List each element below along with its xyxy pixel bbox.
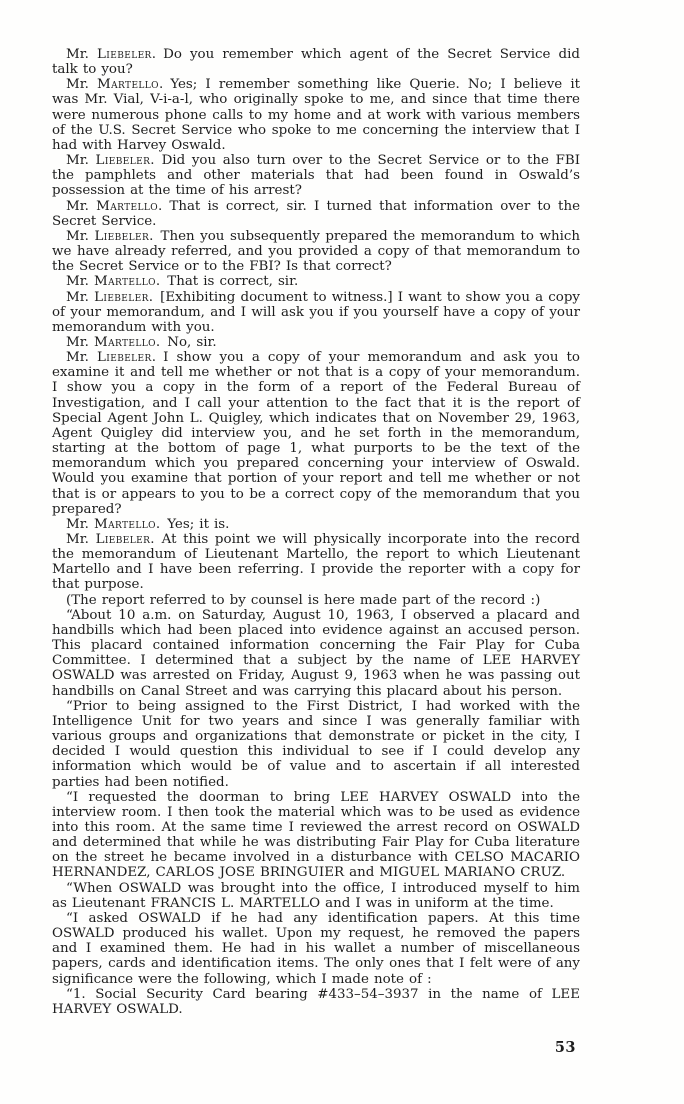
page-number: 53: [554, 1039, 576, 1056]
dialogue-paragraph: Mr. Martello. Yes; it is.: [66, 516, 230, 532]
speaker-prefix: Mr.: [66, 274, 94, 290]
speaker-prefix: Mr.: [66, 228, 95, 244]
report-paragraph: “Prior to being assigned to the First District, I had worked with the Intelligence Unit for two years and since I was generally familiar with various groups and organizations that demonstrate or picket in the city, I decided I would question this individual to see if I could develop any information which would be of value and to ascertain if all interested parties had been notified.: [52, 698, 580, 790]
speaker-name: Liebeler.: [95, 532, 155, 547]
speaker-prefix: Mr.: [66, 516, 94, 532]
speaker-prefix: Mr.: [66, 198, 97, 214]
speaker-name: Martello.: [93, 274, 161, 290]
dialogue-paragraph: Mr. Martello. No, sir.: [66, 334, 217, 350]
speaker-name: Martello.: [97, 77, 164, 93]
dialogue-paragraph: Mr. Liebeler. [Exhibiting document to witness.] I want to show you a copy of your memorandum, and I will ask you if you yourself have a copy of your memorandum with you.: [52, 289, 580, 335]
speaker-name: Martello.: [93, 516, 161, 532]
speaker-name: Liebeler.: [95, 153, 155, 169]
dialogue-paragraph: Mr. Liebeler. I show you a copy of your memorandum and ask you to examine it and tell me whether or not that is a copy of your memorandum. I show you a copy in the form of a report of the Federal Bureau of Investigation, and I call your attention to the fact that it is the report of Special Agent John L. Quigley, which indicates that on November 29, 1963, Agent Quigley did interview you, and he set forth in the memorandum, starting at the bottom of page 1, what purports to be the text of the memorandum which you prepared concerning your interview of Oswald. Would you examine that portion of your report and tell me whether or not that is or appears to you to be a correct copy of the memorandum that you prepared?: [52, 350, 580, 517]
speaker-name: Martello.: [96, 198, 163, 214]
speaker-prefix: Mr.: [66, 47, 97, 62]
report-paragraph: “When OSWALD was brought into the office, I introduced myself to him as Lieutenant FRANCIS L. MARTELLO and I was in uniform at the time.: [52, 880, 580, 911]
dialogue-paragraph: Mr. Liebeler. Do you remember which agent of the Secret Service did talk to you?: [52, 47, 580, 78]
speaker-name: Martello.: [93, 334, 161, 350]
speaker-name: Liebeler.: [94, 289, 154, 305]
report-paragraph: “About 10 a.m. on Saturday, August 10, 1963, I observed a placard and handbills which had been placed into evidence against an accused person. This placard contained information concerning the Fair Play for Cuba Committee. I determined that a subject by the name of LEE HARVEY OSWALD was arrested on Friday, August 9, 1963 when he was passing out handbills on Canal Street and was carrying this placard about his person.: [52, 607, 580, 699]
report-paragraph: (The report referred to by counsel is here made part of the record :): [66, 592, 541, 608]
report-paragraph: “I requested the doorman to bring LEE HARVEY OSWALD into the interview room. I then took the material which was to be used as evidence into this room. At the same time I reviewed the arrest record on OSWALD and determined that while he was distributing Fair Play for Cuba literature on the street he became involved in a disturbance with CELSO MACARIO HERNANDEZ, CARLOS JOSE BRINGUIER and MIGUEL MARIANO CRUZ.: [52, 789, 580, 881]
dialogue-paragraph: Mr. Martello. That is correct, sir.: [66, 274, 299, 290]
speaker-name: Liebeler.: [97, 47, 157, 62]
dialogue-paragraph: Mr. Martello. Yes; I remember something like Querie. No; I believe it was Mr. Vial, V-i-a-l, who originally spoke to me, and since that time there were numerous phone calls to my home and at work with various members of the U.S. Secret Service who spoke to me concerning the interview that I had with Harvey Oswald.: [52, 77, 580, 153]
speaker-prefix: Mr.: [66, 334, 94, 350]
speaker-prefix: Mr.: [66, 532, 96, 547]
report-paragraph: “I asked OSWALD if he had any identification papers. At this time OSWALD produced his wallet. Upon my request, he removed the papers and I examined them. He had in his wallet a number of miscellaneous papers, cards and identification items. The only ones that I felt were of any significance were the following, which I made note of :: [52, 910, 580, 987]
report-paragraph: “1. Social Security Card bearing #433–54–3937 in the name of LEE HARVEY OSWALD.: [52, 986, 580, 1017]
speaker-prefix: Mr.: [66, 153, 96, 169]
speaker-prefix: Mr.: [66, 289, 95, 305]
speaker-name: Liebeler.: [96, 350, 157, 366]
dialogue-paragraph: Mr. Liebeler. At this point we will physically incorporate into the record the memorandum of Lieutenant Martello, the report to which Lieutenant Martello and I have been referring. I provide the reporter with a copy for that purpose.: [52, 532, 580, 593]
page-body: [52, 47, 580, 1017]
speaker-name: Liebeler.: [94, 228, 154, 244]
dialogue-paragraph: Mr. Martello. That is correct, sir. I turned that information over to the Secret Service.: [52, 198, 580, 229]
dialogue-paragraph: Mr. Liebeler. Then you subsequently prepared the memorandum to which we have already referred, and you provided a copy of that memorandum to the Secret Service or to the FBI? Is that correct?: [52, 228, 580, 275]
dialogue-paragraph: Mr. Liebeler. Did you also turn over to the Secret Service or to the FBI the pamphlets and other materials that had been found in Oswald’s possession at the time of his arrest?: [52, 153, 580, 199]
speaker-prefix: Mr.: [66, 350, 97, 366]
speaker-prefix: Mr.: [66, 77, 98, 93]
